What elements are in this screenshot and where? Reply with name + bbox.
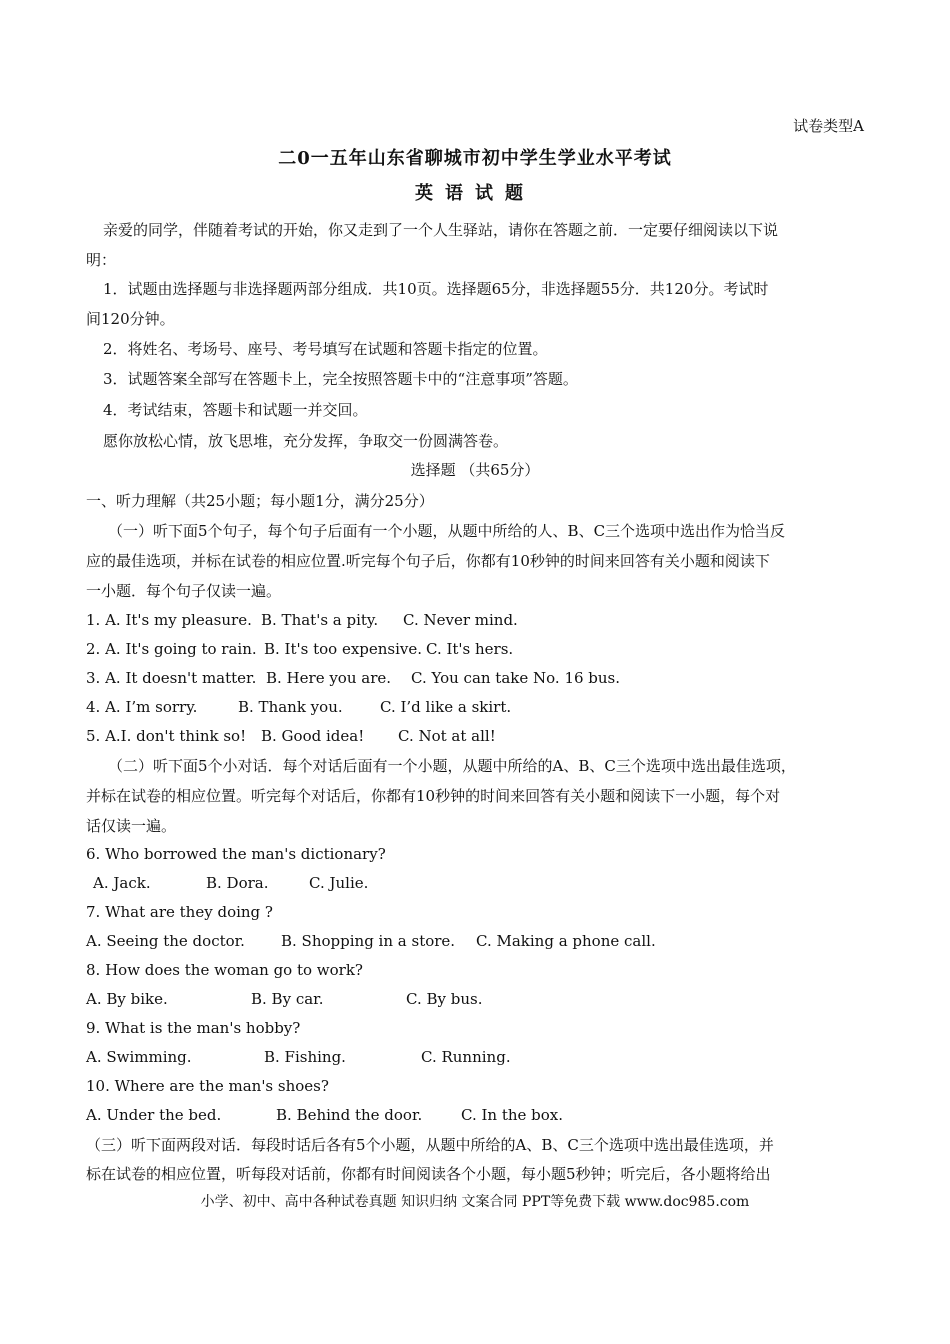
option-a: 5. A.I. don't think so! — [86, 727, 247, 745]
instruction-1b: 间120分钟。 — [86, 310, 175, 328]
part1-heading: 一、听力理解（共25小题；每小题1分，满分25分） — [86, 492, 434, 510]
option-c: C. I’d like a skirt. — [380, 698, 512, 716]
question-4-options — [86, 697, 511, 717]
intro-wish: 愿你放松心情，放飞思堆，充分发挥，争取交一份圆满答卷。 — [103, 432, 509, 450]
sub2-instruction-3: 话仅读一遍。 — [86, 817, 177, 835]
question-8-stem: 8. How does the woman go to work? — [86, 961, 363, 979]
question-7-options — [86, 931, 656, 951]
option-a: A. Jack. — [93, 874, 151, 892]
option-b: B. Thank you. — [238, 698, 343, 716]
instruction-3: 3．试题答案全部写在答题卡上，完全按照答题卡中的“注意事项”答题。 — [103, 370, 578, 388]
option-c: C. Julie. — [309, 874, 369, 892]
option-b: B. Behind the door. — [276, 1106, 423, 1124]
sub2-instruction-2: 并标在试卷的相应位置。听完每个对话后，你都有10秒钟的时间来回答有关小题和阅读下一小题，每个对 — [86, 787, 781, 805]
option-b: B. Fishing. — [264, 1048, 346, 1066]
option-c: C. You can take No. 16 bus. — [411, 669, 621, 687]
option-a: A. Swimming. — [86, 1048, 192, 1066]
sub1-instruction-1: （一）听下面5个句子，每个句子后面有一个小题，从题中所给的人、B、C三个选项中选出作为恰当反 — [108, 522, 786, 540]
option-c: C. By bus. — [406, 990, 483, 1008]
intro-line-1: 亲爱的同学，伴随着考试的开始，你又走到了一个人生驿站，请你在答题之前．一定要仔细阅读以下说 — [103, 221, 779, 239]
question-10-stem: 10. Where are the man's shoes? — [86, 1077, 329, 1095]
question-5-options — [86, 726, 496, 746]
question-3-options — [86, 668, 620, 688]
option-c: C. Making a phone call. — [476, 932, 656, 950]
option-b: B. That's a pity. — [261, 611, 379, 629]
question-7-stem: 7. What are they doing ? — [86, 903, 273, 921]
question-6-options — [93, 873, 368, 893]
option-a: 1. A. It's my pleasure. — [86, 611, 252, 629]
paper-type-label: 试卷类型A — [793, 117, 864, 135]
option-a: A. Under the bed. — [86, 1106, 222, 1124]
option-b: B. Shopping in a store. — [281, 932, 456, 950]
question-10-options — [86, 1105, 563, 1125]
option-a: A. Seeing the doctor. — [86, 932, 245, 950]
intro-line-2: 明： — [86, 251, 117, 269]
instruction-2: 2．将姓名、考场号、座号、考号填写在试题和答题卡指定的位置。 — [103, 340, 548, 358]
question-8-options — [86, 989, 482, 1009]
option-a: 2. A. It's going to rain. — [86, 640, 257, 658]
option-c: C. Never mind. — [403, 611, 518, 629]
sub1-instruction-2: 应的最佳选项，并标在试卷的相应位置.听完每个句子后，你都有10秒钟的时间来回答有关小题和阅读下 — [86, 552, 770, 570]
section-heading: 选择题 （共65分） — [410, 461, 540, 479]
sub2-instruction-1: （二）听下面5个小对话．每个对话后面有一个小题，从题中所给的A、B、C三个选项中选出最佳选项， — [108, 757, 796, 775]
sub1-instruction-3: 一小题．每个句子仅读一遍。 — [86, 582, 282, 600]
option-a: 3. A. It doesn't matter. — [86, 669, 257, 687]
option-b: B. By car. — [251, 990, 324, 1008]
page-footer: 小学、初中、高中各种试卷真题 知识归纳 文案合同 PPT等免费下载 www.doc985.com — [200, 1194, 750, 1210]
option-c: C. It's hers. — [426, 640, 514, 658]
option-a: A. By bike. — [86, 990, 168, 1008]
option-b: B. It's too expensive. — [264, 640, 423, 658]
exam-subtitle: 英语试题 — [415, 183, 535, 204]
question-9-stem: 9. What is the man's hobby? — [86, 1019, 301, 1037]
exam-title: 二0一五年山东省聊城市初中学生学业水平考试 — [278, 148, 672, 169]
option-a: 4. A. I’m sorry. — [86, 698, 198, 716]
sub3-instruction-2: 标在试卷的相应位置，听每段对话前，你都有时间阅读各个小题，每小题5秒钟；听完后，各小题将给出 — [86, 1165, 771, 1183]
option-b: B. Here you are. — [266, 669, 392, 687]
question-6-stem: 6. Who borrowed the man's dictionary? — [86, 845, 386, 863]
option-b: B. Dora. — [206, 874, 269, 892]
instruction-4: 4．考试结束，答题卡和试题一并交回。 — [103, 401, 368, 419]
sub3-instruction-1: （三）听下面两段对话．每段时话后各有5个小题，从题中所给的A、B、C三个选项中选出最佳选项，并 — [86, 1136, 774, 1154]
instruction-1a: 1．试题由选择题与非选择题两部分组成．共10页。选择题65分，非选择题55分．共120分。考试时 — [103, 280, 769, 298]
option-c: C. Running. — [421, 1048, 511, 1066]
option-b: B. Good idea! — [261, 727, 365, 745]
option-c: C. Not at all! — [398, 727, 496, 745]
question-2-options — [86, 639, 513, 659]
question-9-options — [86, 1047, 511, 1067]
question-1-options — [86, 610, 518, 630]
option-c: C. In the box. — [461, 1106, 564, 1124]
